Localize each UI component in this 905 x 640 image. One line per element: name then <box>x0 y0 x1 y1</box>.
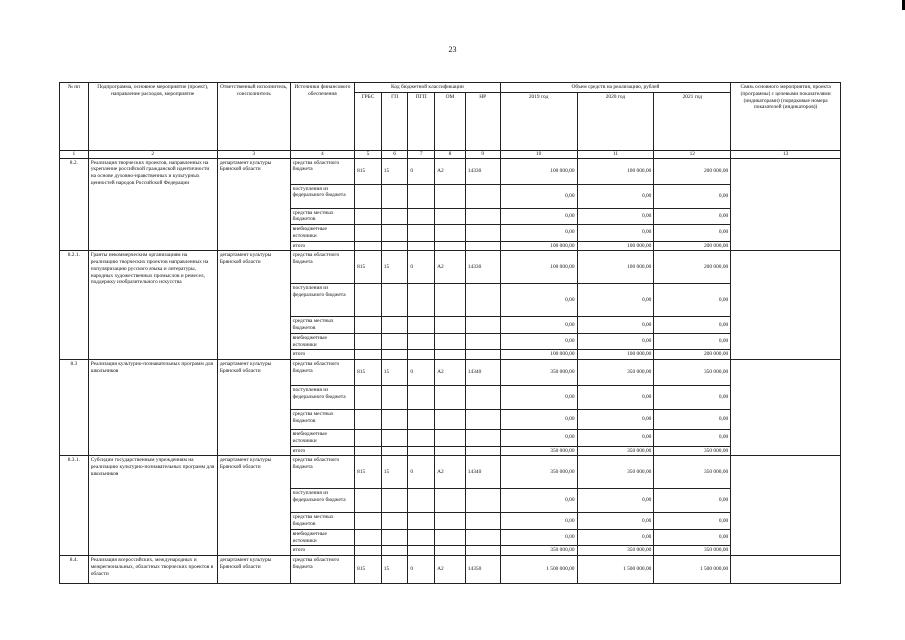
row-responsible: департамент культуры Брянской области <box>217 360 290 456</box>
amount-cell: 0,00 <box>577 410 654 430</box>
code-nr: 14340 <box>465 456 500 489</box>
amount-cell: 100 000,00 <box>500 241 577 251</box>
code-om: A2 <box>435 158 466 184</box>
row-name: Гранты некоммерческим организациям на реализацию творческих проектов направленных на популяризацию русского языка и литературы, народных художественных промыслов и ремесел, поддержку изобразительного искусства <box>88 251 217 360</box>
row-source: поступления из федерального бюджета <box>290 284 355 317</box>
code-grbs: 815 <box>355 456 382 489</box>
row-link <box>731 556 841 584</box>
row-source: итого <box>290 350 355 360</box>
code-empty <box>381 350 408 360</box>
amount-cell: 1 500 000,00 <box>577 556 654 584</box>
amount-cell: 0,00 <box>500 430 577 447</box>
code-empty <box>381 410 408 430</box>
code-pgp: 0 <box>408 158 435 184</box>
row-responsible: департамент культуры Брянской области <box>217 158 290 251</box>
header-subprogram: Подпрограмма, основное мероприятие (проект), направление расходов, мероприятие <box>88 83 217 151</box>
code-empty <box>435 489 466 513</box>
amount-cell: 0,00 <box>654 410 731 430</box>
code-empty <box>465 333 500 350</box>
amount-cell: 0,00 <box>577 317 654 334</box>
code-pgp: 0 <box>408 251 435 284</box>
code-empty <box>465 529 500 546</box>
amount-cell: 100 000,00 <box>577 158 654 184</box>
amount-cell: 200 000,00 <box>654 251 731 284</box>
row-source: средства местных бюджетов <box>290 208 355 225</box>
amount-cell: 0,00 <box>654 317 731 334</box>
amount-cell: 0,00 <box>577 208 654 225</box>
table-row <box>60 158 841 184</box>
row-source: средства областного бюджета <box>290 158 355 184</box>
col-number: 2 <box>88 150 217 158</box>
code-empty <box>408 241 435 251</box>
col-number: 8 <box>435 150 466 158</box>
row-source: внебюджетные источники <box>290 529 355 546</box>
amount-cell: 200 000,00 <box>654 241 731 251</box>
col-number: 9 <box>465 150 500 158</box>
amount-cell: 350 000,00 <box>500 546 577 556</box>
row-source: внебюджетные источники <box>290 333 355 350</box>
amount-cell: 0,00 <box>654 225 731 242</box>
col-number: 7 <box>408 150 435 158</box>
row-source: итого <box>290 241 355 251</box>
code-empty <box>435 350 466 360</box>
row-link <box>731 158 841 251</box>
code-empty <box>408 410 435 430</box>
header-num: № пп <box>60 83 89 151</box>
header-volume-group: Объем средств на реализацию, рублей <box>500 83 731 93</box>
code-empty <box>408 513 435 530</box>
row-source: средства местных бюджетов <box>290 410 355 430</box>
code-empty <box>408 350 435 360</box>
amount-cell: 350 000,00 <box>654 456 731 489</box>
row-name: Реализация всероссийских, международных и межрегиональных, областных творческих проектов в области <box>88 556 217 584</box>
amount-cell: 200 000,00 <box>654 158 731 184</box>
header-sources: Источники финансового обеспечения <box>290 83 355 151</box>
amount-cell: 0,00 <box>654 184 731 208</box>
amount-cell: 0,00 <box>577 284 654 317</box>
code-pgp: 0 <box>408 360 435 386</box>
amount-cell: 0,00 <box>577 513 654 530</box>
row-responsible: департамент культуры Брянской области <box>217 251 290 360</box>
code-empty <box>435 529 466 546</box>
code-empty <box>381 546 408 556</box>
code-pgp: 0 <box>408 456 435 489</box>
amount-cell: 0,00 <box>654 208 731 225</box>
code-empty <box>355 430 382 447</box>
code-om: A2 <box>435 456 466 489</box>
row-source: итого <box>290 546 355 556</box>
code-empty <box>381 184 408 208</box>
code-empty <box>435 208 466 225</box>
row-source: поступления из федерального бюджета <box>290 184 355 208</box>
row-name: Реализация культурно-познавательных программ для школьников <box>88 360 217 456</box>
code-empty <box>355 546 382 556</box>
code-empty <box>355 350 382 360</box>
row-name: Реализация творческих проектов, направленных на укрепление российской гражданской идентичности на основе духовно-нравственных и культурных ценностей народов Российской Федерации <box>88 158 217 251</box>
code-grbs: 815 <box>355 158 382 184</box>
column-number-row <box>60 150 841 158</box>
row-source: внебюджетные источники <box>290 225 355 242</box>
amount-cell: 0,00 <box>654 284 731 317</box>
code-empty <box>381 284 408 317</box>
amount-cell: 100 000,00 <box>500 158 577 184</box>
amount-cell: 350 000,00 <box>500 446 577 456</box>
amount-cell: 350 000,00 <box>577 360 654 386</box>
code-empty <box>435 225 466 242</box>
amount-cell: 0,00 <box>577 225 654 242</box>
table-row <box>60 556 841 584</box>
row-number: 8.3.1. <box>60 456 89 556</box>
row-link <box>731 456 841 556</box>
code-empty <box>435 386 466 410</box>
table-row <box>60 360 841 386</box>
code-nr: 14330 <box>465 158 500 184</box>
code-empty <box>435 333 466 350</box>
col-number: 13 <box>731 150 841 158</box>
amount-cell: 0,00 <box>500 489 577 513</box>
code-empty <box>408 446 435 456</box>
code-empty <box>435 430 466 447</box>
row-source: средства местных бюджетов <box>290 513 355 530</box>
header-responsible: Ответственный исполнитель, соисполнитель <box>217 83 290 151</box>
amount-cell: 200 000,00 <box>654 350 731 360</box>
amount-cell: 0,00 <box>654 333 731 350</box>
row-source: средства областного бюджета <box>290 456 355 489</box>
code-empty <box>465 208 500 225</box>
code-empty <box>408 489 435 513</box>
code-om: A2 <box>435 556 466 584</box>
col-number: 1 <box>60 150 89 158</box>
code-empty <box>381 333 408 350</box>
row-source: средства областного бюджета <box>290 360 355 386</box>
amount-cell: 0,00 <box>654 430 731 447</box>
budget-table <box>59 82 841 584</box>
amount-cell: 0,00 <box>500 225 577 242</box>
code-empty <box>355 333 382 350</box>
code-empty <box>408 208 435 225</box>
amount-cell: 350 000,00 <box>654 360 731 386</box>
amount-cell: 0,00 <box>654 513 731 530</box>
col-number: 4 <box>290 150 355 158</box>
header-link: Связь основного мероприятия, проекта (программы) с целевыми показателями (индикаторами) (порядковые номера показателей (индикаторов)) <box>731 83 841 151</box>
code-empty <box>435 513 466 530</box>
row-name: Субсидии государственным учреждениям на реализацию культурно-познавательных программ для школьников <box>88 456 217 556</box>
code-gp: 15 <box>381 556 408 584</box>
header-code-group: Код бюджетной классификации <box>355 83 501 93</box>
code-empty <box>355 317 382 334</box>
code-empty <box>381 489 408 513</box>
code-empty <box>408 317 435 334</box>
amount-cell: 0,00 <box>577 529 654 546</box>
code-empty <box>435 241 466 251</box>
col-number: 12 <box>654 150 731 158</box>
code-empty <box>435 446 466 456</box>
row-source: средства областного бюджета <box>290 556 355 584</box>
code-nr: 14350 <box>465 556 500 584</box>
col-number: 5 <box>355 150 382 158</box>
code-empty <box>465 241 500 251</box>
header-2019: 2019 год <box>500 92 577 150</box>
code-empty <box>355 184 382 208</box>
amount-cell: 350 000,00 <box>577 546 654 556</box>
amount-cell: 0,00 <box>577 489 654 513</box>
col-number: 3 <box>217 150 290 158</box>
amount-cell: 0,00 <box>500 386 577 410</box>
header-grbs: ГРБС <box>355 92 382 150</box>
code-empty <box>465 410 500 430</box>
code-empty <box>381 317 408 334</box>
row-responsible: департамент культуры Брянской области <box>217 456 290 556</box>
code-empty <box>355 410 382 430</box>
code-empty <box>408 430 435 447</box>
code-empty <box>408 386 435 410</box>
amount-cell: 350 000,00 <box>500 360 577 386</box>
code-empty <box>381 430 408 447</box>
amount-cell: 100 000,00 <box>577 241 654 251</box>
amount-cell: 0,00 <box>500 208 577 225</box>
row-link <box>731 360 841 456</box>
amount-cell: 100 000,00 <box>500 251 577 284</box>
amount-cell: 0,00 <box>500 317 577 334</box>
code-empty <box>381 513 408 530</box>
code-empty <box>408 546 435 556</box>
code-grbs: 815 <box>355 360 382 386</box>
code-empty <box>465 317 500 334</box>
code-empty <box>408 284 435 317</box>
row-number: 8.2. <box>60 158 89 251</box>
code-empty <box>408 184 435 208</box>
row-link <box>731 251 841 360</box>
amount-cell: 0,00 <box>577 333 654 350</box>
table-row <box>60 456 841 489</box>
code-gp: 15 <box>381 158 408 184</box>
code-empty <box>355 489 382 513</box>
amount-cell: 0,00 <box>577 184 654 208</box>
code-om: A2 <box>435 251 466 284</box>
code-empty <box>435 317 466 334</box>
code-empty <box>465 446 500 456</box>
code-empty <box>355 241 382 251</box>
amount-cell: 350 000,00 <box>500 456 577 489</box>
col-number: 11 <box>577 150 654 158</box>
amount-cell: 0,00 <box>500 333 577 350</box>
row-source: средства областного бюджета <box>290 251 355 284</box>
code-pgp: 0 <box>408 556 435 584</box>
header-nr: НР <box>465 92 500 150</box>
code-nr: 14340 <box>465 360 500 386</box>
amount-cell: 0,00 <box>577 386 654 410</box>
code-empty <box>408 225 435 242</box>
code-empty <box>465 284 500 317</box>
amount-cell: 100 000,00 <box>500 350 577 360</box>
amount-cell: 1 500 000,00 <box>654 556 731 584</box>
row-source: внебюджетные источники <box>290 430 355 447</box>
page-number: 23 <box>448 45 457 54</box>
code-gp: 15 <box>381 456 408 489</box>
amount-cell: 350 000,00 <box>654 446 731 456</box>
amount-cell: 100 000,00 <box>577 251 654 284</box>
row-source: итого <box>290 446 355 456</box>
table-row <box>60 251 841 284</box>
code-nr: 14330 <box>465 251 500 284</box>
row-responsible: департамент культуры Брянской области <box>217 556 290 584</box>
code-empty <box>355 225 382 242</box>
code-empty <box>355 386 382 410</box>
code-gp: 15 <box>381 360 408 386</box>
amount-cell: 0,00 <box>500 284 577 317</box>
code-empty <box>355 284 382 317</box>
code-empty <box>465 513 500 530</box>
code-grbs: 815 <box>355 556 382 584</box>
header-gp: ГП <box>381 92 408 150</box>
table-header <box>60 83 841 159</box>
row-number: 8.3 <box>60 360 89 456</box>
code-gp: 15 <box>381 251 408 284</box>
code-empty <box>381 529 408 546</box>
row-source: поступления из федерального бюджета <box>290 489 355 513</box>
amount-cell: 0,00 <box>577 430 654 447</box>
amount-cell: 0,00 <box>500 410 577 430</box>
amount-cell: 350 000,00 <box>654 546 731 556</box>
code-empty <box>465 386 500 410</box>
amount-cell: 0,00 <box>654 386 731 410</box>
code-empty <box>381 208 408 225</box>
code-empty <box>381 446 408 456</box>
header-om: ОМ <box>435 92 466 150</box>
row-number: 8.2.1. <box>60 251 89 360</box>
amount-cell: 0,00 <box>654 529 731 546</box>
code-empty <box>408 333 435 350</box>
header-2021: 2021 год <box>654 92 731 150</box>
amount-cell: 100 000,00 <box>577 350 654 360</box>
amount-cell: 0,00 <box>500 529 577 546</box>
amount-cell: 350 000,00 <box>577 456 654 489</box>
row-source: поступления из федерального бюджета <box>290 386 355 410</box>
code-empty <box>381 241 408 251</box>
code-empty <box>465 225 500 242</box>
code-empty <box>465 546 500 556</box>
code-empty <box>465 184 500 208</box>
amount-cell: 1 500 000,00 <box>500 556 577 584</box>
amount-cell: 0,00 <box>500 513 577 530</box>
code-empty <box>381 225 408 242</box>
code-empty <box>355 446 382 456</box>
header-pgp: ПГП <box>408 92 435 150</box>
code-empty <box>435 410 466 430</box>
code-empty <box>465 430 500 447</box>
amount-cell: 350 000,00 <box>577 446 654 456</box>
col-number: 6 <box>381 150 408 158</box>
code-empty <box>465 489 500 513</box>
header-2020: 2020 год <box>577 92 654 150</box>
code-empty <box>465 350 500 360</box>
code-empty <box>381 386 408 410</box>
code-empty <box>355 529 382 546</box>
row-number: 8.4. <box>60 556 89 584</box>
code-om: A2 <box>435 360 466 386</box>
code-grbs: 815 <box>355 251 382 284</box>
amount-cell: 0,00 <box>500 184 577 208</box>
code-empty <box>435 184 466 208</box>
table-body <box>60 158 841 584</box>
col-number: 10 <box>500 150 577 158</box>
amount-cell: 0,00 <box>654 489 731 513</box>
code-empty <box>435 284 466 317</box>
code-empty <box>355 513 382 530</box>
code-empty <box>355 208 382 225</box>
code-empty <box>408 529 435 546</box>
code-empty <box>435 546 466 556</box>
row-source: средства местных бюджетов <box>290 317 355 334</box>
